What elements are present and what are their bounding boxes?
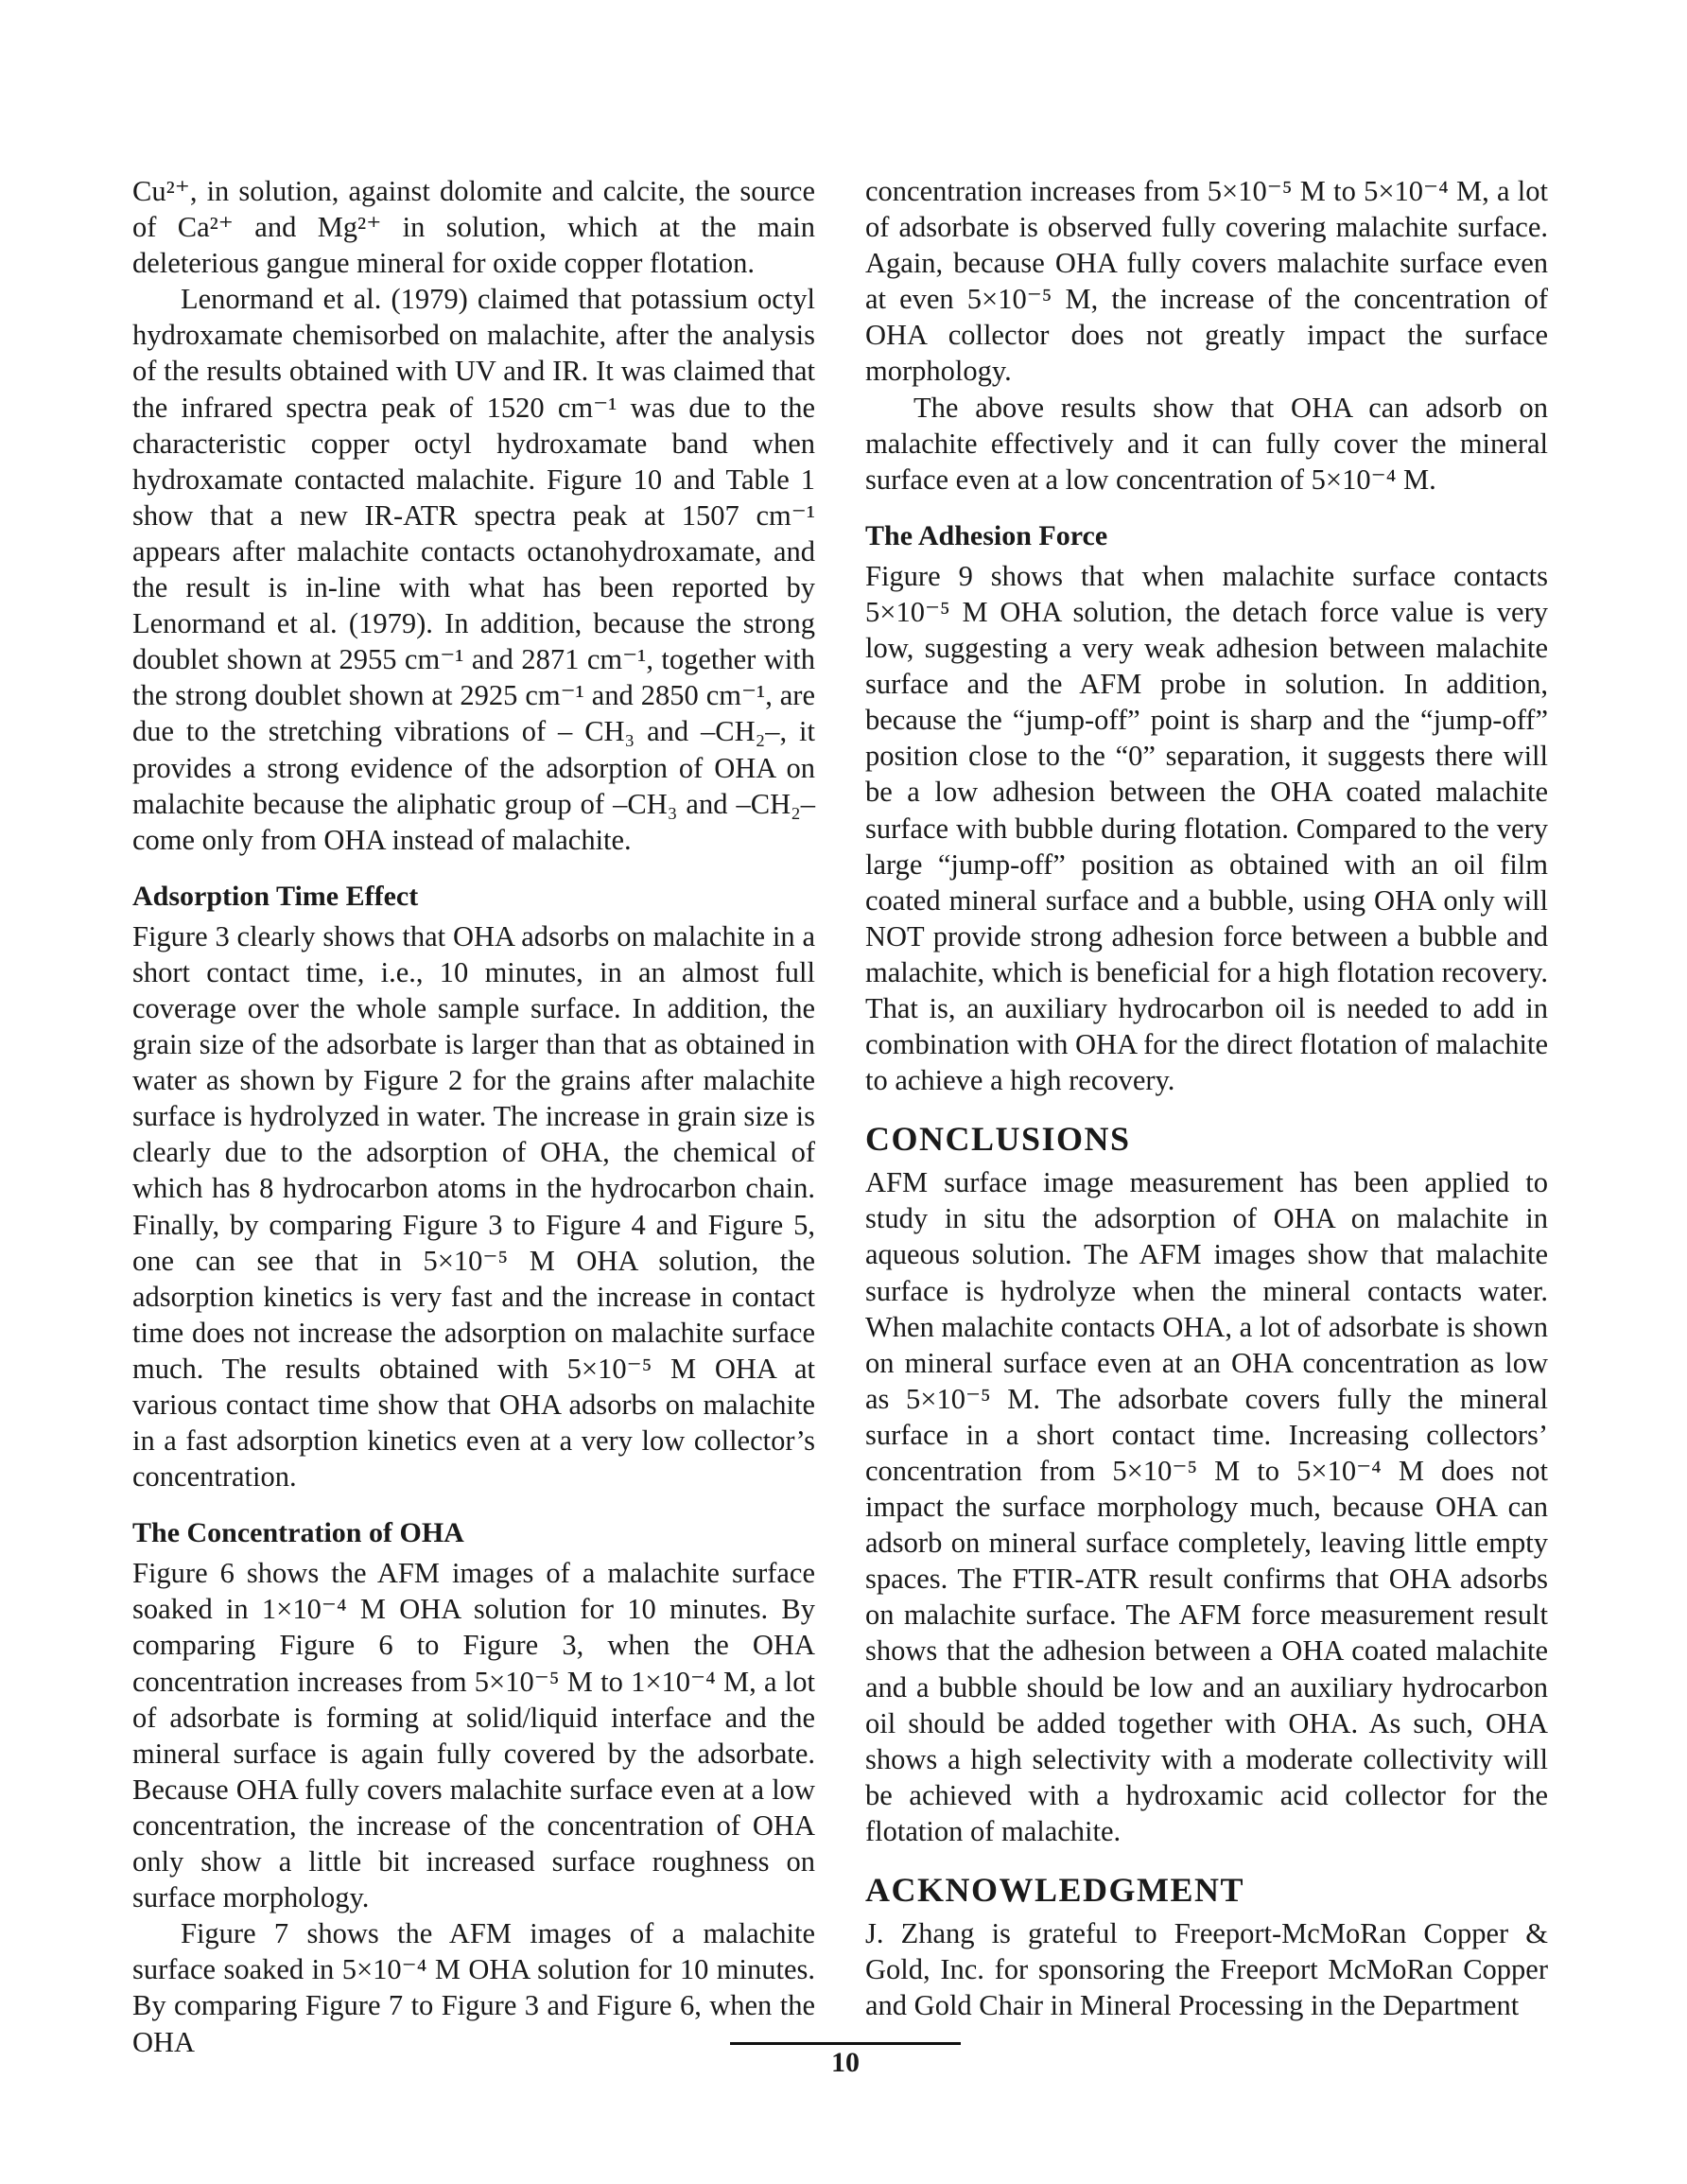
section-heading-acknowledgment: ACKNOWLEDGMENT bbox=[865, 1871, 1245, 1910]
section-heading-adhesion-force: The Adhesion Force bbox=[865, 519, 1108, 551]
section-heading-adsorption-time: Adsorption Time Effect bbox=[132, 880, 419, 912]
paragraph: Figure 9 shows that when malachite surface contacts 5×10⁻⁵ M OHA solution, the detach force value is very low, suggesting a very weak adhesion between malachite surface and the AFM probe in solution. In addition, because the “jump-off” point is sharp and the “jump-off” position close to the “0” separation, it suggests there will be a low adhesion between the OHA coated malachite surface with bubble during flotation. Compared to the very large “jump-off” position as obtained with an oil film coated mineral surface and a bubble, using OHA only will NOT provide strong adhesion force between a bubble and malachite, which is beneficial for a high flotation recovery. That is, an auxiliary hydrocarbon oil is needed to add in combination with OHA for the direct flotation of malachite to achieve a high recovery. bbox=[865, 559, 1548, 1097]
paragraph: J. Zhang is grateful to Freeport-McMoRan Copper & Gold, Inc. for sponsoring the Freeport McMoRan Copper and Gold Chair in Mineral Processing in the Department bbox=[865, 1917, 1548, 2022]
page-number: 10 bbox=[831, 2047, 860, 2078]
section-heading-concentration: The Concentration of OHA bbox=[132, 1517, 464, 1549]
paragraph: Lenormand et al. (1979) claimed that potassium octyl hydroxamate chemisorbed on malachite, after the analysis of the results obtained with UV and IR. It was claimed that the infrared spectra peak of 1520 cm⁻¹ was due to the characteristic copper octyl hydroxamate band when hydroxamate contacted malachite. Figure 10 and Table 1 show that a new IR-ATR spectra peak at 1507 cm⁻¹ appears after malachite contacts octanohydroxamate, and the result is in-line with what has been reported by Lenormand et al. (1979). In addition, because the strong doublet shown at 2955 cm⁻¹ and 2871 cm⁻¹, together with the strong doublet shown at 2925 cm⁻¹ and 2850 cm⁻¹, are due to the stretching vibrations of – CH₃ and –CH₂–, it provides a strong evidence of the adsorption of OHA on malachite because the aliphatic group of –CH₃ and –CH₂– come only from OHA instead of malachite. bbox=[132, 283, 815, 856]
right-column bbox=[865, 173, 1548, 2023]
paragraph: AFM surface image measurement has been applied to study in situ the adsorption of OHA on malachite in aqueous solution. The AFM images show that malachite surface is hydrolyze when the mineral contacts water. When malachite contacts OHA, a lot of adsorbate is shown on mineral surface even at an OHA concentration as low as 5×10⁻⁵ M. The adsorbate covers fully the mineral surface in a short contact time. Increasing collectors’ concentration from 5×10⁻⁵ M to 5×10⁻⁴ M does not impact the surface morphology much, because OHA can adsorb on mineral surface completely, leaving little empty spaces. The FTIR-ATR result confirms that OHA adsorbs on malachite surface. The AFM force measurement result shows that the adhesion between a OHA coated malachite and a bubble should be low and an auxiliary hydrocarbon oil should be added together with OHA. As such, OHA shows a high selectivity with a moderate collectivity will be achieved with a hydroxamic acid collector for the flotation of malachite. bbox=[865, 1166, 1548, 1847]
paragraph: The above results show that OHA can adsorb on malachite effectively and it can fully cover the mineral surface even at a low concentration of 5×10⁻⁴ M. bbox=[865, 391, 1548, 496]
paragraph: concentration increases from 5×10⁻⁵ M to 5×10⁻⁴ M, a lot of adsorbate is observed fully covering malachite surface. Again, because OHA fully covers malachite surface even at even 5×10⁻⁵ M, the increase of the concentration of OHA collector does not greatly impact the surface morphology. bbox=[865, 175, 1548, 388]
paragraph: Cu²⁺, in solution, against dolomite and calcite, the source of Ca²⁺ and Mg²⁺ in solution, which at the main deleterious gangue mineral for oxide copper flotation. bbox=[132, 175, 815, 280]
footer-rule bbox=[730, 2042, 961, 2045]
paragraph: Figure 6 shows the AFM images of a malachite surface soaked in 1×10⁻⁴ M OHA solution for 10 minutes. By comparing Figure 6 to Figure 3, when the OHA concentration increases from 5×10⁻⁵ M to 1×10⁻⁴ M, a lot of adsorbate is forming at solid/liquid interface and the mineral surface is again fully covered by the adsorbate. Because OHA fully covers malachite surface even at a low concentration, the increase of the concentration of OHA only show a little bit increased surface roughness on surface morphology. bbox=[132, 1557, 815, 1914]
left-column bbox=[132, 173, 815, 2060]
paragraph: Figure 7 shows the AFM images of a malachite surface soaked in 5×10⁻⁴ M OHA solution for 10 minutes. By comparing Figure 7 to Figure 3 and Figure 6, when the OHA bbox=[132, 1917, 815, 2058]
paragraph: Figure 3 clearly shows that OHA adsorbs on malachite in a short contact time, i.e., 10 minutes, in an almost full coverage over the whole sample surface. In addition, the grain size of the adsorbate is larger than that as obtained in water as shown by Figure 2 for the grains after malachite surface is hydrolyzed in water. The increase in grain size is clearly due to the adsorption of OHA, the chemical of which has 8 hydrocarbon atoms in the hydrocarbon chain. Finally, by comparing Figure 3 to Figure 4 and Figure 5, one can see that in 5×10⁻⁵ M OHA solution, the adsorption kinetics is very fast and the increase in contact time does not increase the adsorption on malachite surface much. The results obtained with 5×10⁻⁵ M OHA at various contact time show that OHA adsorbs on malachite in a fast adsorption kinetics even at a very low collector’s concentration. bbox=[132, 919, 815, 1494]
section-heading-conclusions: CONCLUSIONS bbox=[865, 1120, 1131, 1159]
